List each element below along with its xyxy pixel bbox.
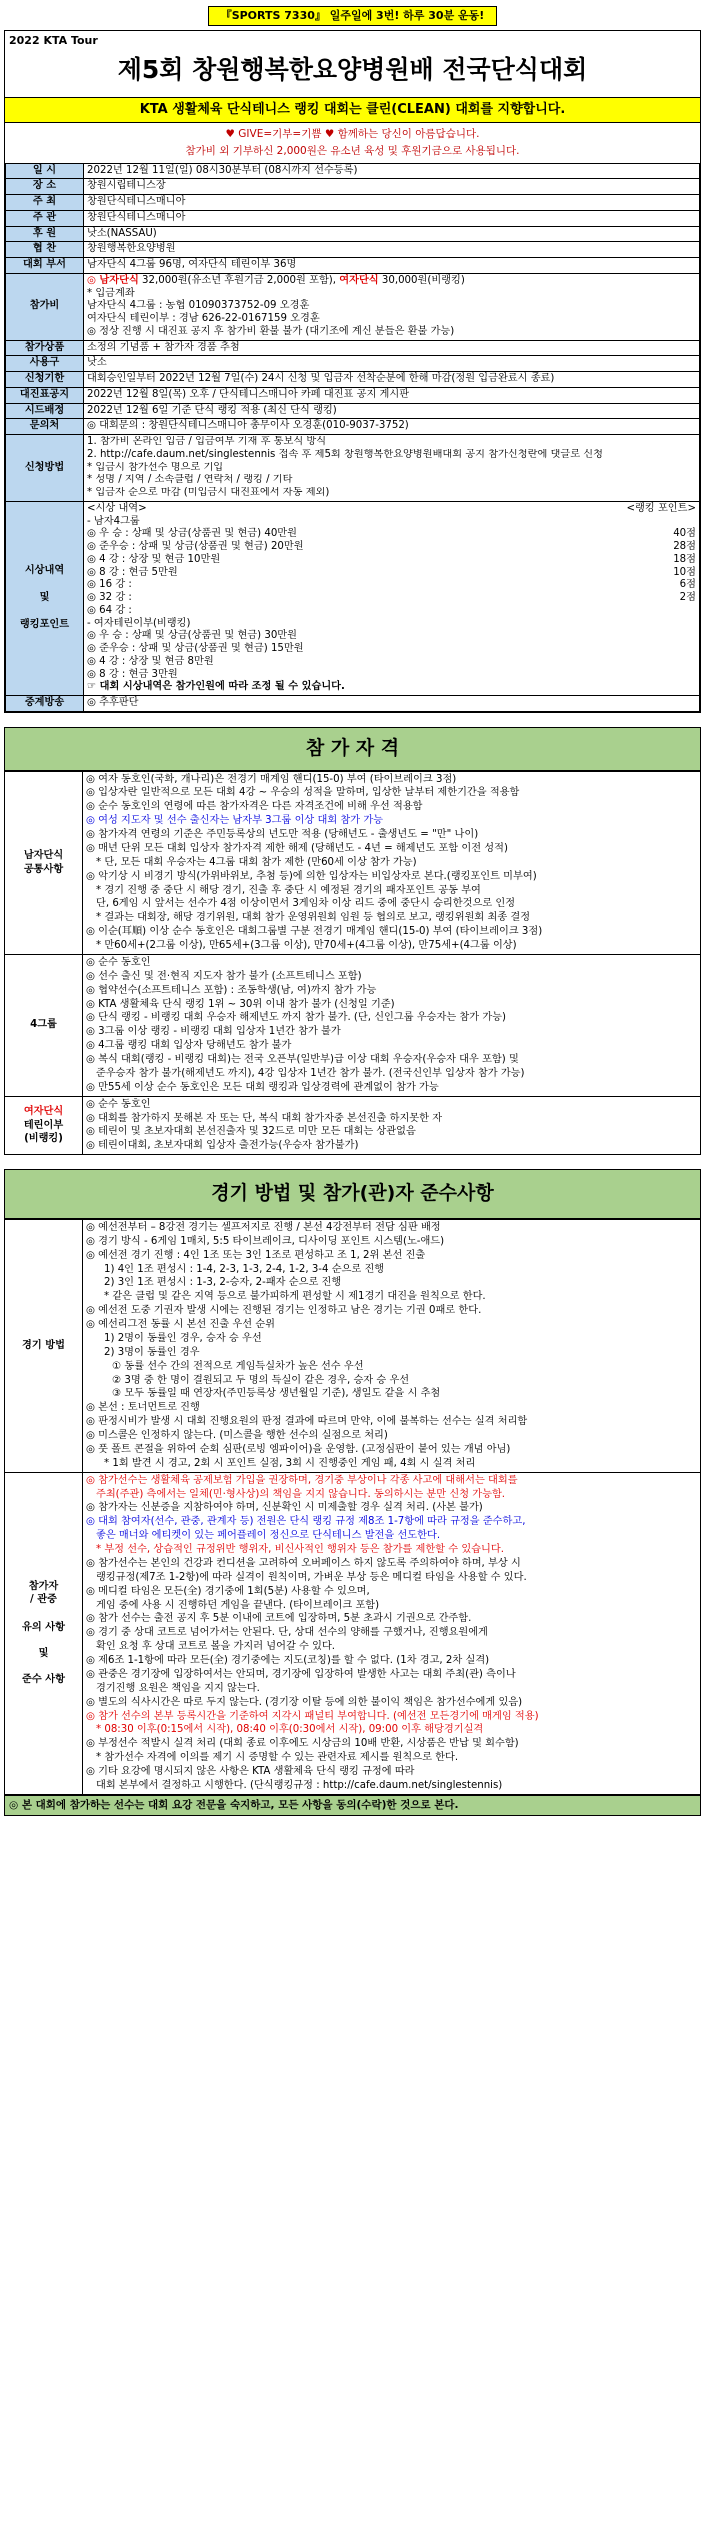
info-row-label: 대회 부서 xyxy=(6,258,84,274)
rule-line: ◎ 복식 대회(랭킹 - 비랭킹 대회)는 전국 오픈부(일반부)급 이상 대회 우승자(우승자 대우 포함) 및 xyxy=(86,1054,519,1066)
contact-row: 문의처 ◎ 대회문의 : 창원단식테니스매니아 총무이사 오경훈(010-9037-3752) xyxy=(6,419,700,435)
section-method-title: 경기 방법 및 참가(관)자 준수사항 xyxy=(4,1169,701,1219)
fee-value: ◎ 남자단식 32,000원(유소년 후원기금 2,000원 포함), 여자단식 30,000원(비랭킹) * 입금계좌 남자단식 4그룹 : 농협 01090373752-09 오경훈 여자단식 테린이부 : 경남 626-22-0167159 오경훈 ◎ 정상 진행 시 대진표 공지 후 참가비 환불 불가 (대기조에 계신 분들은 환불 가능) xyxy=(84,273,700,340)
info-row xyxy=(6,163,700,179)
prize-text: ◎ 8 강 : 현금 3만원 xyxy=(87,668,178,680)
rule-line: ◎ 참가 선수는 출전 공지 후 5분 이내에 코트에 입장하며, 5분 초과시 기권으로 간주함. xyxy=(86,1613,472,1625)
prize-row xyxy=(6,501,700,695)
info-row-label: 후 원 xyxy=(6,226,84,242)
draw-row: 대진표공지 2022년 12월 8일(목) 오후 / 단식테니스매니아 카페 대진표 공지 게시판 xyxy=(6,387,700,403)
info-row-value: 창원행복한요양병원 xyxy=(84,242,700,258)
section-eligibility-title: 참 가 자 격 xyxy=(4,727,701,771)
rule-line: ◎ 입상자란 일반적으로 모든 대회 4강 ~ 우승의 성적을 말하며, 입상한 날부터 제한기간을 적용함 xyxy=(86,787,520,799)
info-row-value: 남자단식 4그룹 96명, 여자단식 테린이부 36명 xyxy=(84,258,700,274)
info-row xyxy=(6,226,700,242)
rule-line: ◎ 별도의 식사시간은 따로 두지 않는다. (경기장 이탈 등에 의한 불이익 책임은 참가선수에게 있음) xyxy=(86,1696,523,1708)
rule-line: ◎ 예선리그전 동률 시 본선 진출 우선 순위 xyxy=(86,1319,276,1331)
prize-text: ◎ 4 강 : 상장 및 현금 10만원 xyxy=(87,553,221,565)
prize-points: 28점 xyxy=(673,541,696,553)
rule-line: ◎ 대회를 참가하지 못해본 자 또는 단, 복식 대회 참가자중 본선진출 하지못한 자 xyxy=(86,1112,443,1124)
rule-line: ◎ 여자 동호인(국화, 개나리)은 전경기 매계임 핸디(15-0) 부여 (타이브레이크 3점) xyxy=(86,773,457,785)
rule-line: 2) 3인 1조 편성시 : 1-3, 2-승자, 2-패자 순으로 진행 xyxy=(104,1277,342,1289)
rule-line: ◎ 테린이대회, 초보자대회 입상자 출전가능(우승자 참가불가) xyxy=(86,1140,359,1152)
rule-line: * 참가선수 자격에 이의를 제기 시 증명할 수 있는 관련자료 제시를 원칙으로 한다. xyxy=(96,1752,459,1764)
men-common-label: 남자단식 공통사항 xyxy=(5,771,83,954)
method-rules xyxy=(83,1219,701,1472)
prize-text: ◎ 우 승 : 상패 및 상금(상품권 및 현금) 30만원 xyxy=(87,630,297,642)
rule-line: 확인 요청 후 상대 코트로 볼을 가지러 넘어갈 수 있다. xyxy=(96,1641,336,1653)
rule-line: * 단, 모든 대회 우승자는 4그룹 대회 참가 제한 (만60세 이상 참가 가능) xyxy=(96,856,417,868)
rule-line: ◎ 이순(耳順) 이상 순수 동호인은 대회그룹별 구분 전경기 매계임 핸디(15-0) 부여 (타이브레이크 3점) xyxy=(86,926,543,938)
rule-line: ◎ 대회 참여자(선수, 관중, 관계자 등) 전원은 단식 랭킹 규정 제8조 1-7항에 따라 규정을 준수하고, xyxy=(86,1516,526,1528)
prize-points: 10점 xyxy=(673,566,696,578)
fee-row xyxy=(6,273,700,340)
rule-line: ◎ 경기 중 상대 코트로 넘어가서는 안된다. 단, 상대 선수의 양해를 구했거나, 진행요원에게 xyxy=(86,1627,488,1639)
comply-label: 참가자 / 관중 유의 사항 및 준수 사항 xyxy=(5,1472,83,1794)
prize-points: 40점 xyxy=(673,528,696,540)
info-row-value: 창원단식테니스매니아 xyxy=(84,195,700,211)
rule-line: ◎ 기타 요강에 명시되지 않은 사항은 KTA 생활체육 단식 랭킹 규정에 따라 xyxy=(86,1766,415,1778)
info-row-value: 창원시립테니스장 xyxy=(84,179,700,195)
group4-row xyxy=(5,954,701,1096)
rule-line: ◎ 순수 동호인의 연령에 따른 참가자격은 다른 자격조건에 비해 우선 적용함 xyxy=(86,801,423,813)
apply-row: 신청방법 1. 참가비 온라인 입금 / 입금여부 기재 후 통보식 방식 2. http://cafe.daum.net/singlestennis 접속 후 제5회 창원행복한요양병원배대회 공지 참가신청란에 댓글로 신청 * 입금시 참가선수 명으로 기입 * 성명 / 지역 / 소속클럽 / 연락처 / 랭킹 / 기타 * 입금자 순으로 마감 (미입금시 대진표에서 자동 제외) xyxy=(6,435,700,502)
info-row-value: 낫소(NASSAU) xyxy=(84,226,700,242)
info-row-label: 장 소 xyxy=(6,179,84,195)
rule-line: ◎ 제6조 1-1항에 따라 모든(全) 경기중에는 지도(코칭)를 할 수 없다. (1차 경고, 2차 실격) xyxy=(86,1655,490,1667)
prize-text: ◎ 4 강 : 상장 및 현금 8만원 xyxy=(87,655,214,667)
comply-row xyxy=(5,1472,701,1794)
rule-line: * 경기 진행 중 중단 시 해당 경기, 진출 후 중단 시 예정된 경기의 패자포인트 공동 부여 xyxy=(96,884,481,896)
top-banner-text: 『SPORTS 7330』 일주일에 3번! 하루 30분 운동! xyxy=(208,6,498,26)
prize-points xyxy=(626,605,696,618)
prize-points xyxy=(626,656,696,669)
prize-women-head xyxy=(87,618,696,631)
rule-line: ◎ 단식 랭킹 - 비랭킹 대회 우승자 해제년도 까지 참가 불가. (단, 신인그룹 우승자는 참가 가능) xyxy=(86,1012,507,1024)
prize-points xyxy=(626,643,696,656)
rule-line: ◎ 판정시비가 발생 시 대회 진행요원의 판정 결과에 따르며 만약, 이에 불복하는 선수는 실격 처리함 xyxy=(86,1416,528,1428)
prize-text: ◎ 8 강 : 현금 5만원 xyxy=(87,566,178,578)
prize-item xyxy=(87,554,696,567)
info-row xyxy=(6,258,700,274)
ball-row: 사용구 낫소 xyxy=(6,356,700,372)
method-label: 경기 방법 xyxy=(5,1219,83,1472)
prize-points xyxy=(626,630,696,643)
prize-item xyxy=(87,630,696,643)
rule-line: 대회 본부에서 결정하고 시행한다. (단식랭킹규정 : http://cafe.daum.net/singlestennis) xyxy=(96,1779,503,1791)
rule-line: ◎ 참가자격 연령의 기준은 주민등록상의 년도만 적용 (당해년도 - 출생년도 = "만" 나이) xyxy=(86,829,479,841)
men-common-row xyxy=(5,771,701,954)
rule-line: ◎ 본선 : 토너먼트로 진행 xyxy=(86,1402,200,1414)
eligibility-table xyxy=(4,771,701,1156)
eligibility-row: 참가상품 소정의 기념품 + 참가자 경품 추첨 xyxy=(6,340,700,356)
rule-line: 준우승자 참가 불가(해제년도 까지), 4강 입상자 1년간 참가 불가. (전국신인부 입상자 참가 가능) xyxy=(96,1067,525,1079)
rule-line: * 1회 발견 시 경고, 2회 시 포인트 실점, 3회 시 진행중인 게임 패, 4회 시 실격 처리 xyxy=(104,1457,476,1469)
give-line-1: ♥ GIVE=기부=기쁨 ♥ 함께하는 당신이 아름답습니다. xyxy=(225,128,480,140)
prize-note: ☞ 대회 시상내역은 참가인원에 따라 조정 될 수 있습니다. xyxy=(87,681,345,693)
rule-line: 경기진행 요원은 책임을 지지 않는다. xyxy=(96,1682,260,1694)
rule-line: * 만60세+(2그룹 이상), 만65세+(3그룹 이상), 만70세+(4그룹 이상), 만75세+(4그룹 이상) xyxy=(96,940,517,952)
rule-line: ◎ 참가선수는 생활체육 공제보험 가입을 권장하며, 경기중 부상이나 각종 사고에 대해서는 대회를 xyxy=(86,1474,518,1486)
rule-line: ◎ 매년 단위 모든 대회 입상자 참가자격 제한 해제 (당해년도 - 4년 = 해제년도 포함 이전 성적) xyxy=(86,842,508,854)
rule-line: ◎ 참가자는 신분증을 지참하여야 하며, 신분확인 시 미제출할 경우 실격 처리. (사본 불가) xyxy=(86,1502,483,1514)
rule-line: ◎ 만55세 이상 순수 동호인은 모든 대회 랭킹과 입상경력에 관계없이 참가 가능 xyxy=(86,1081,439,1093)
info-row-label: 협 찬 xyxy=(6,242,84,258)
women-rules xyxy=(83,1096,701,1155)
method-table xyxy=(4,1219,701,1795)
info-table xyxy=(5,163,700,712)
rule-line: 2) 3명이 동률인 경우 xyxy=(104,1346,200,1358)
rule-line: ◎ 메디컬 타임은 모든(全) 경기중에 1회(5분) 사용할 수 있으며, xyxy=(86,1585,370,1597)
rule-line: ◎ 순수 동호인 xyxy=(86,1098,151,1110)
prize-item xyxy=(87,541,696,554)
rule-line: ◎ 예선전 도중 기권자 발생 시에는 진행된 경기는 인정하고 남은 경기는 기권 0패로 한다. xyxy=(86,1305,482,1317)
rule-line: ② 3명 중 한 명이 결원되고 두 명의 득실이 같은 경우, 승자 승 우선 xyxy=(112,1374,410,1386)
rule-line: ◎ 테린이 및 초보자대회 본선진출자 및 32드로 미만 모든 대회는 상관없음 xyxy=(86,1126,416,1138)
prize-item xyxy=(87,656,696,669)
rule-line: ◎ 부정선수 적발시 실격 처리 (대회 종료 이후에도 시상금의 10배 반환, 시상품은 반납 및 회수함) xyxy=(86,1738,519,1750)
rule-line: 1) 2명이 동률인 경우, 승자 승 우선 xyxy=(104,1332,262,1344)
prize-points: 2점 xyxy=(679,592,696,604)
prize-item xyxy=(87,592,696,605)
info-row xyxy=(6,179,700,195)
prize-points: 6점 xyxy=(679,579,696,591)
prize-item xyxy=(87,605,696,618)
page-title: 제5회 창원행복한요양병원배 전국단식대회 xyxy=(117,54,588,84)
rule-line: ◎ 3그룹 이상 랭킹 - 비랭킹 대회 입상자 1년간 참가 불가 xyxy=(86,1026,341,1038)
rule-line: ◎ 선수 출신 및 전·현직 지도자 참가 불가 (소프트테니스 포함) xyxy=(86,970,362,982)
info-row-label: 일 시 xyxy=(6,163,84,179)
rule-line: ◎ 미스콜은 인정하지 않는다. (미스콜을 행한 선수의 실점으로 처리) xyxy=(86,1430,388,1442)
group4-rules xyxy=(83,954,701,1096)
rule-line: * 08:30 이후(0:15에서 시작), 08:40 이후(0:30에서 시작), 09:00 이후 해당경기실격 xyxy=(96,1724,484,1736)
tournament-info-box xyxy=(4,30,701,713)
rule-line: * 같은 클럽 및 같은 지역 등으로 불가피하게 편성할 시 제1경기 대진을 원칙으로 한다. xyxy=(104,1291,486,1303)
rule-line: ◎ 악기상 시 비경기 방식(가위바위보, 추첨 등)에 의한 입상자는 비입상자로 본다.(랭킹포인트 미부여) xyxy=(86,870,537,882)
footer-notice: ◎ 본 대회에 참가하는 선수는 대회 요강 전문을 숙지하고, 모든 사항을 동의(수락)한 것으로 본다. xyxy=(4,1795,701,1816)
prize-text: ◎ 준우승 : 상패 및 상금(상품권 및 현금) 15만원 xyxy=(87,643,304,655)
rule-line: * 부정 선수, 상습적인 규정위반 행위자, 비신사적인 행위자 등은 참가를 제한할 수 있습니다. xyxy=(96,1544,504,1556)
rule-line: ◎ 풋 폴트 콘절을 위하여 순회 심판(로빙 엠파이어)을 운영함. (고정심판이 붙어 있는 개념 아님) xyxy=(86,1443,511,1455)
prize-text: ◎ 우 승 : 상패 및 상금(상품권 및 현금) 40만원 xyxy=(87,528,297,540)
rule-line: ◎ 경기 방식 - 6게임 1매치, 5:5 타이브레이크, 디사이딩 포인트 시스템(노-애드) xyxy=(86,1235,445,1247)
prize-note-row xyxy=(87,681,696,694)
info-row xyxy=(6,242,700,258)
prize-label: 시상내역 및 랭킹포인트 xyxy=(6,501,84,695)
rule-line: ◎ 4그룹 랭킹 대회 입상자 당해년도 참가 불가 xyxy=(86,1040,292,1052)
rule-line: ◎ KTA 생활체육 단식 랭킹 1위 ~ 30위 이내 참가 불가 (신청일 기준) xyxy=(86,998,395,1010)
rule-line: 랭킹규정(제7조 1-2항)에 따라 실격이 원칙이며, 가벼운 부상 등은 메디컬 타임을 사용할 수 있다. xyxy=(96,1571,527,1583)
comply-rules xyxy=(83,1472,701,1794)
prize-text: ◎ 준우승 : 상패 및 상금(상품권 및 현금) 20만원 xyxy=(87,541,304,553)
top-banner xyxy=(4,6,701,26)
rule-line: ◎ 예선전 경기 진행 : 4인 1조 또는 3인 1조로 편성하고 조 1, 2위 본선 진출 xyxy=(86,1249,426,1261)
rule-line: 주최(주관) 측에서는 일체(민·형사상)의 책임을 지지 않습니다. 동의하시는 분만 신청 가능함. xyxy=(96,1488,506,1500)
rule-line: 게임 중에 사용 시 진행하던 게임을 끝낸다. (타이브레이크 포함) xyxy=(96,1599,380,1611)
prize-item xyxy=(87,567,696,580)
info-row-label: 주 관 xyxy=(6,210,84,226)
women-row xyxy=(5,1096,701,1155)
give-line-2: 참가비 외 기부하신 2,000원은 유소년 육성 및 후원기금으로 사용됩니다. xyxy=(185,144,520,157)
apply-list: 1. 참가비 온라인 입금 / 입금여부 기재 후 통보식 방식 2. http://cafe.daum.net/singlestennis 접속 후 제5회 창원행복한요양병원배대회 공지 참가신청란에 댓글로 신청 * 입금시 참가선수 명으로 기입 * 성명 / 지역 / 소속클럽 / 연락처 / 랭킹 / 기타 * 입금자 순으로 마감 (미입금시 대진표에서 자동 제외) xyxy=(84,435,700,502)
rule-line: * 결과는 대회장, 해당 경기위원, 대회 참가 운영위원회 임원 등 협의로 보고, 랭킹위원회 최종 결정 xyxy=(96,912,531,924)
give-notice xyxy=(5,123,700,163)
seed-row: 시드배정 2022년 12월 6일 기준 단식 랭킹 적용 (최신 단식 랭킹) xyxy=(6,403,700,419)
prize-text: ◎ 32 강 : xyxy=(87,592,132,604)
rule-line: ◎ 예선전부터 – 8강전 경기는 셀프저지로 진행 / 본선 4강전부터 전담 심판 배정 xyxy=(86,1221,441,1233)
prize-points xyxy=(626,669,696,682)
prize-item xyxy=(87,643,696,656)
fee-label: 참가비 xyxy=(6,273,84,340)
rule-line: 단, 6게임 시 앞서는 선수가 4점 이상이면서 3게임차 이상 리드 중에 중단시 승리한것으로 인정 xyxy=(96,898,516,910)
prize-list: <시상 내역> <랭킹 포인트> - 남자4그룹 ◎ 우 승 : 상패 및 상금(상품권 및 현금) 40만원 40점 ◎ 준우승 : 상패 및 상금(상품권 및 현금) 20만원 28점 ◎ 4 강 : 상장 및 현금 10만원 18점 ◎ 8 강 : 현금 5만원 10점 ◎ 16 강 : 6점 ◎ 32 강 : 2점 ◎ 64 강 : - 여자테린이부(비랭킹) ◎ 우 승 : 상패 및 상금(상품권 및 현금) 30만원 ◎ 준우승 : 상패 및 상금(상품권 및 현금) 15만원 ◎ 4 강 : 상장 및 현금 8만원 ◎ 8 강 : 현금 3만원 ☞ 대회 시상내역은 참가인원에 따라 조정 될 수 있습니다. xyxy=(84,501,700,695)
rule-line: ◎ 협약선수(소프트테니스 포함) : 조동학생(남, 여)까지 참가 가능 xyxy=(86,984,377,996)
method-row xyxy=(5,1219,701,1472)
rule-line: ◎ 여성 지도자 및 선수 출신자는 남자부 3그룹 이상 대회 참가 가능 xyxy=(86,815,384,827)
prize-item xyxy=(87,669,696,682)
prize-text: ◎ 16 강 : xyxy=(87,579,132,591)
prize-text: ◎ 64 강 : xyxy=(87,604,132,616)
rule-line: ③ 모두 동률일 때 연장자(주민등록상 생년월일 기준), 생일도 같을 시 추첨 xyxy=(112,1388,441,1400)
info-row-value: 창원단식테니스매니아 xyxy=(84,210,700,226)
women-label: 여자단식 테린이부 (비랭킹) xyxy=(5,1096,83,1155)
rule-line: ◎ 참가 선수의 본부 등록시간을 기준하여 지각시 패널티 부여합니다. (예선전 모든경기에 매게임 적용) xyxy=(86,1710,539,1722)
rule-line: ◎ 관중은 경기장에 입장하여서는 안되며, 경기장에 입장하여 발생한 사고는 대회 주최(관) 측이나 xyxy=(86,1668,516,1680)
prize-women-label: - 여자테린이부(비랭킹) xyxy=(87,617,191,629)
period-row: 신청기한 대회승인일부터 2022년 12월 7일(수) 24시 신청 및 입금자 선착순분에 한해 마감(정원 입금완료시 종료) xyxy=(6,372,700,388)
info-row-value: 2022년 12월 11일(일) 08시30분부터 (08시까지 선수등록) xyxy=(84,163,700,179)
prize-item xyxy=(87,579,696,592)
rule-line: 좋은 매너와 에티켓이 있는 페어플레이 정신으로 단식테니스 발전을 선도한다. xyxy=(96,1530,441,1542)
info-row xyxy=(6,195,700,211)
prize-points: 18점 xyxy=(673,553,696,565)
rule-line: 1) 4인 1조 편성시 : 1-4, 2-3, 1-3, 2-4, 1-2, 3-4 순으로 진행 xyxy=(104,1263,385,1275)
info-row xyxy=(6,210,700,226)
prize-item xyxy=(87,528,696,541)
tour-label: 2022 KTA Tour xyxy=(9,33,98,47)
rule-line: ① 동률 선수 간의 전적으로 게임득실차가 높은 선수 우선 xyxy=(112,1360,364,1372)
broadcast-row: 중계방송 ◎ 추후판단 xyxy=(6,696,700,712)
clean-notice: KTA 생활체육 단식테니스 랭킹 대회는 클린(CLEAN) 대회를 지향합니다. xyxy=(5,97,700,123)
prize-points xyxy=(626,618,696,631)
group4-label: 4그룹 xyxy=(5,954,83,1096)
rule-line: ◎ 참가선수는 본인의 건강과 컨디션을 고려하여 오버페이스 하지 않도록 주의하여야 하며, 부상 시 xyxy=(86,1557,521,1569)
rule-line: ◎ 순수 동호인 xyxy=(86,956,151,968)
info-row-label: 주 최 xyxy=(6,195,84,211)
men-common-rules xyxy=(83,771,701,954)
